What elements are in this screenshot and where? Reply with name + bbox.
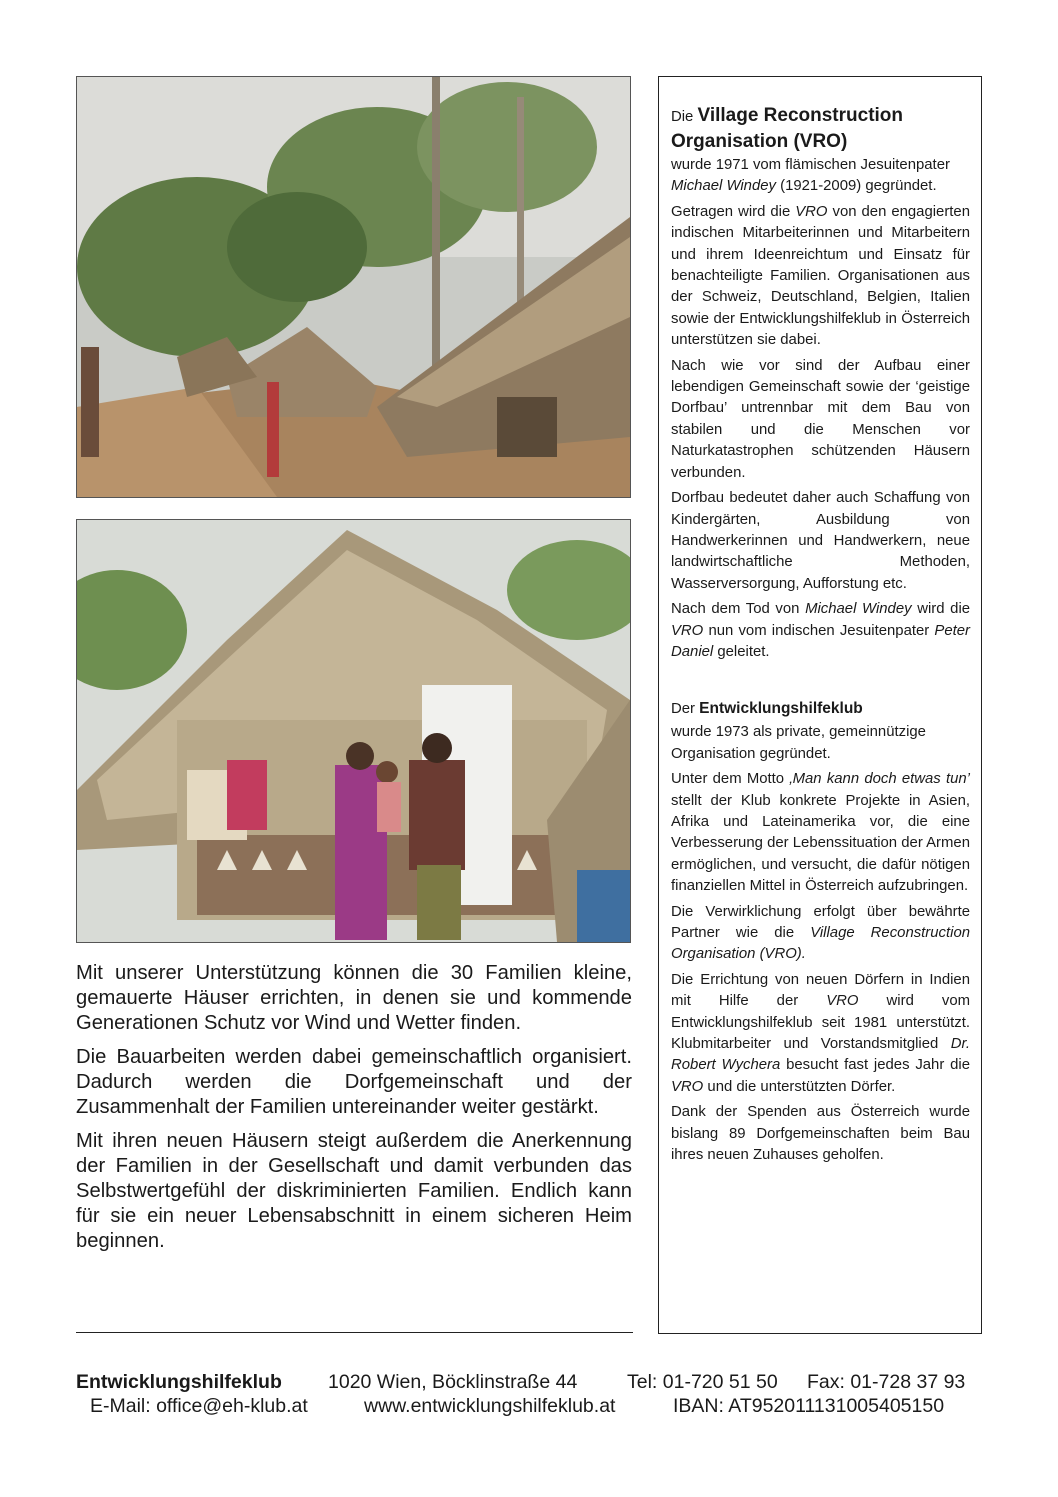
ehk-p2-text: Unter dem Motto	[671, 771, 785, 788]
main-text-divider	[76, 1332, 633, 1333]
main-paragraph-2: Die Bauarbeiten werden dabei gemeinschaftlich organisiert. Dadurch werden die Dorfgemeinschaft und der Zusammenhalt der Familien untereinander weiter gestärkt.	[76, 1046, 632, 1118]
vro-heading-paragraph	[671, 103, 970, 198]
photo-village-street	[76, 76, 631, 498]
ehk-partner-org: Village Reconstruction Organisation (VRO).	[671, 925, 971, 963]
village-street-image	[77, 77, 630, 497]
vro-leader-name: Peter Daniel	[671, 622, 971, 660]
ehk-vro-abbr-2: VRO	[671, 1078, 704, 1095]
main-paragraph-1: Mit unserer Unterstützung können die 30 Familien kleine, gemauerte Häuser errichten, in denen sie und kommende Generationen Schutz vor Wind und Wetter finden.	[76, 962, 632, 1034]
vro-p2-text: Getragen wird die	[671, 203, 791, 220]
ehk-p4-text-2: wird vom Entwicklungshilfeklub seit 1981 unterstützt. Klubmitarbeiter und Vorstandsmitglied	[671, 993, 971, 1053]
footer-email[interactable]: E-Mail: office@eh-klub.at	[90, 1395, 308, 1417]
vro-p1-text-end: (1921-2009) gegründet.	[780, 178, 937, 195]
vro-abbr: VRO	[795, 203, 828, 220]
ehk-paragraph-5: Dank der Spenden aus Österreich wurde bislang 89 Dorfgemeinschaften beim Bau ihres neuen Zuhauses geholfen.	[671, 1104, 970, 1164]
vro-p1-text: wurde 1971 vom flämischen Jesuitenpater	[671, 157, 950, 173]
section-gap	[671, 667, 970, 696]
footer-org-name: Entwicklungshilfeklub	[76, 1371, 282, 1393]
vro-intro: Die	[671, 109, 694, 125]
vro-paragraph-5	[671, 599, 970, 663]
vro-p2-text-end: von den engagierten indischen Mitarbeiterinnen und Mitarbeitern und ihrem Ideenreichtum und Einsatz für benachteiligte Familien. Organisationen aus der Schweiz, Deutschland, Belgien, Italien sowie der Entwicklungshilfeklub in Österreich unterstützen sie dabei.	[671, 203, 970, 349]
ehk-paragraph-4	[671, 970, 970, 1098]
ehk-intro: Der	[671, 701, 695, 718]
ehk-p1-text: wurde 1973 als private, gemeinnützige Organisation gegründet.	[671, 724, 926, 762]
family-hut-image	[77, 520, 630, 942]
footer-tel: Tel: 01-720 51 50	[627, 1371, 778, 1393]
ehk-paragraph-3	[671, 902, 970, 966]
ehk-vro-abbr: VRO	[826, 993, 859, 1010]
footer-fax: Fax: 01-728 37 93	[807, 1371, 966, 1393]
vro-paragraph-2	[671, 202, 970, 352]
ehk-paragraph-2	[671, 769, 970, 897]
main-paragraph-3: Mit ihren neuen Häusern steigt außerdem die Anerkennung der Familien in der Gesellschaft und damit verbunden das Selbstwertgefühl der diskriminierten Familien. Endlich kann für sie ein neuer Lebensabschnitt in einem sicheren Heim beginnen.	[76, 1130, 632, 1252]
ehk-p2-text-end: stellt der Klub konkrete Projekte in Asien, Afrika und Lateinamerika vor, die eine Verbesserung der Lebenssituation der Armen ermöglichen, und versucht, die dafür nötigen finanziellen Mittel in Österreich aufzubringen.	[671, 792, 970, 895]
main-text	[76, 961, 632, 1263]
ehk-board-member-name: Dr. Robert Wychera	[671, 1036, 971, 1074]
ehk-heading: Entwicklungshilfeklub	[699, 700, 863, 718]
vro-abbr-2: VRO	[671, 622, 704, 639]
vro-founder-name: Michael Windey	[671, 178, 776, 195]
ehk-p3-text: Die Verwirklichung erfolgt über bewährte Partner wie die	[671, 903, 970, 941]
info-sidebar	[658, 76, 982, 1334]
vro-p5-text: Nach dem Tod von	[671, 601, 800, 618]
vro-p5-text-end: geleitet.	[717, 643, 770, 660]
ehk-motto: ‚Man kann doch etwas tun’	[789, 771, 970, 788]
vro-paragraph-4: Dorfbau bedeutet daher auch Schaffung von Kindergärten, Ausbildung von Handwerkerinnen und Handwerkern, neue landwirtschaftliche Methoden, Wasserversorgung, Aufforstung etc.	[671, 490, 970, 592]
ehk-p4-text-3: besucht fast jedes Jahr die	[786, 1057, 970, 1074]
vro-p5-text-2: wird die	[917, 601, 971, 618]
ehk-p4-text: Die Errichtung von neuen Dörfern in Indien mit Hilfe der	[671, 971, 970, 1010]
vro-heading: Village Reconstruction Organisation (VRO)	[671, 105, 904, 152]
ehk-heading-paragraph	[671, 696, 970, 765]
vro-p5-text-3: nun vom indischen Jesuitenpater	[708, 622, 930, 639]
footer-iban: IBAN: AT952011131005405150	[673, 1395, 945, 1417]
vro-founder-name-2: Michael Windey	[805, 601, 912, 618]
photo-family-hut	[76, 519, 631, 943]
footer-address: 1020 Wien, Böcklinstraße 44	[328, 1371, 578, 1393]
vro-paragraph-3: Nach wie vor sind der Aufbau einer lebendigen Gemeinschaft sowie der ‘geistige Dorfbau’ untrennbar mit dem Bau von stabilen und die Menschen vor Naturkatastrophen schützenden Häusern verbunden.	[671, 357, 970, 481]
ehk-p4-text-end: und die unterstützten Dörfer.	[707, 1078, 896, 1095]
footer-website[interactable]: www.entwicklungshilfeklub.at	[364, 1395, 616, 1417]
